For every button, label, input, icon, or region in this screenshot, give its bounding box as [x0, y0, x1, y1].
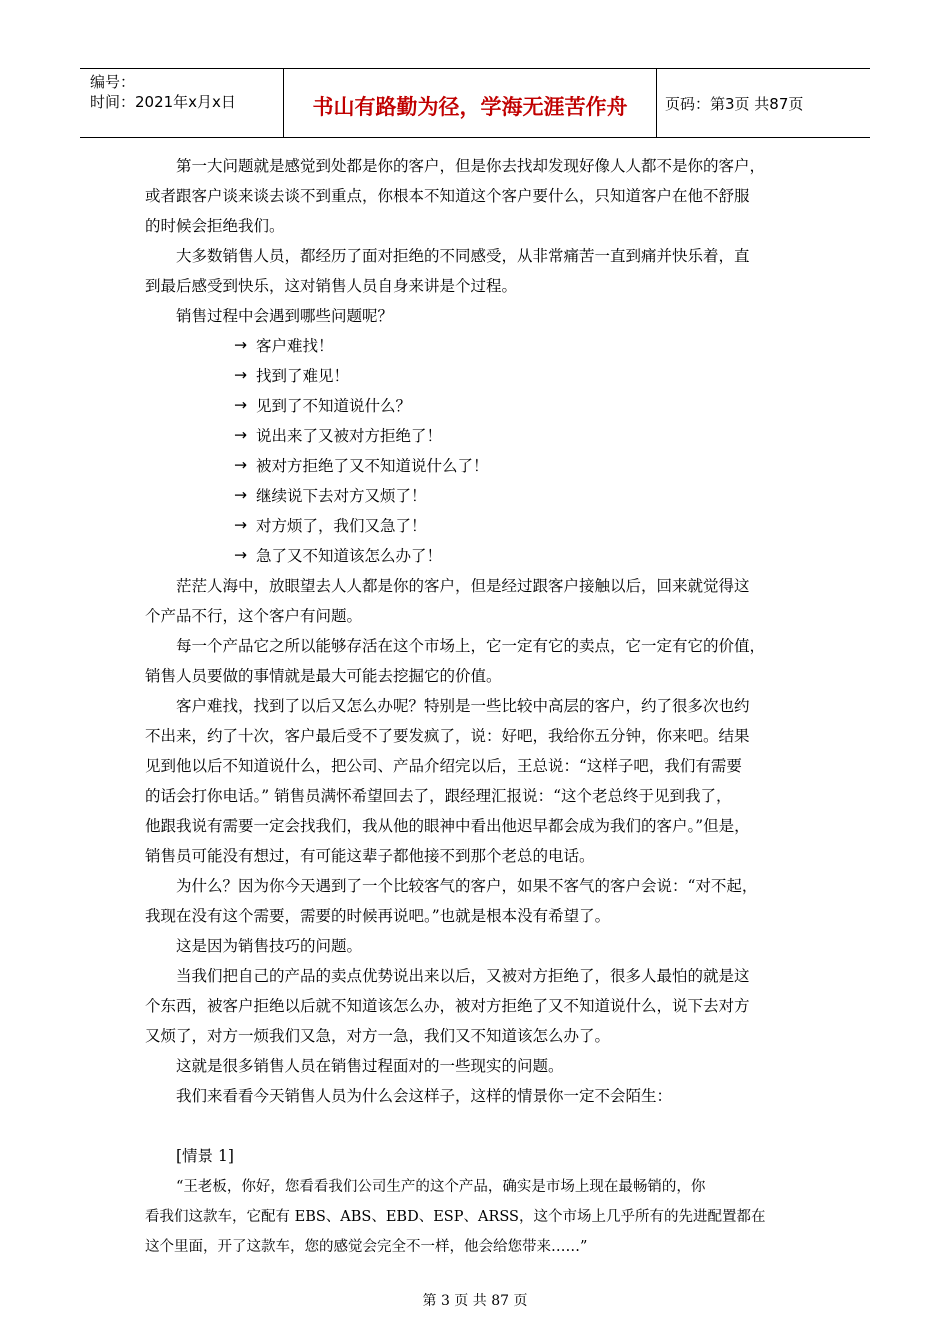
header-page-cell [657, 69, 870, 137]
text-line: 这就是很多销售人员在销售过程面对的一些现实的问题。 [176, 1057, 564, 1075]
list-item: 继续说下去对方又烦了！ [256, 487, 427, 505]
text-line: 不出来，约了十次，客户最后受不了要发疯了，说：好吧，我给你五分钟，你来吧。结果 [145, 727, 750, 745]
text-line: 客户难找，找到了以后又怎么办呢？特别是一些比较中高层的客户，约了很多次也约 [176, 697, 750, 715]
arrow-right-icon: → [234, 426, 247, 444]
text-line: 每一个产品它之所以能够存活在这个市场上，它一定有它的卖点，它一定有它的价值， [176, 637, 766, 655]
arrow-right-icon: → [234, 456, 247, 474]
arrow-right-icon: → [234, 396, 247, 414]
arrow-right-icon: → [234, 336, 247, 354]
scene-line: “王老板，你好，您看看我们公司生产的这个产品，确实是市场上现在最畅销的，你 [176, 1179, 706, 1195]
text-line: 当我们把自己的产品的卖点优势说出来以后，又被对方拒绝了，很多人最怕的就是这 [176, 967, 750, 985]
text-line: 的话会打你电话。” 销售员满怀希望回去了，跟经理汇报说：“这个老总终于见到我了， [145, 787, 732, 805]
text-line: 销售人员要做的事情就是最大可能去挖掘它的价值。 [145, 667, 502, 685]
scene-line: 这个里面，开了这款车，您的感觉会完全不一样，他会给您带来……” [145, 1239, 588, 1255]
text-line: 这是因为销售技巧的问题。 [176, 937, 363, 955]
text-line: 见到他以后不知道说什么，把公司、产品介绍完以后，王总说：“这样子吧，我们有需要 [145, 757, 742, 775]
list-item: 找到了难见！ [256, 367, 350, 385]
text-line: 的时候会拒绝我们。 [145, 217, 285, 235]
text-line: 销售员可能没有想过，有可能这辈子都他接不到那个老总的电话。 [145, 847, 595, 865]
list-item: 被对方拒绝了又不知道说什么了！ [256, 457, 489, 475]
text-line: 个东西，被客户拒绝以后就不知道该怎么办，被对方拒绝了又不知道说什么，说下去对方 [145, 997, 750, 1015]
list-item: 客户难找！ [256, 337, 334, 355]
text-line: 或者跟客户谈来谈去谈不到重点，你根本不知道这个客户要什么，只知道客户在他不舒服 [145, 187, 750, 205]
page-footer: 第 3 页 共 87 页 [422, 1293, 528, 1309]
header-motto-cell [284, 69, 657, 137]
text-line: 大多数销售人员，都经历了面对拒绝的不同感受，从非常痛苦一直到痛并快乐着，直 [176, 247, 750, 265]
text-line: 销售过程中会遇到哪些问题呢？ [176, 307, 394, 325]
text-line: 我现在没有这个需要，需要的时候再说吧。”也就是根本没有希望了。 [145, 907, 611, 925]
arrow-right-icon: → [234, 486, 247, 504]
list-item: 急了又不知道该怎么办了！ [256, 547, 443, 565]
header-info-cell [80, 69, 284, 137]
text-line: 为什么？因为你今天遇到了一个比较客气的客户，如果不客气的客户会说：“对不起， [176, 877, 758, 895]
arrow-right-icon: → [234, 366, 247, 384]
list-item: 说出来了又被对方拒绝了！ [256, 427, 443, 445]
header-table [80, 68, 870, 138]
arrow-right-icon: → [234, 516, 247, 534]
page-code: 页码：第3页 共87页 [665, 95, 804, 113]
list-item: 对方烦了，我们又急了！ [256, 517, 427, 535]
text-line: 茫茫人海中，放眼望去人人都是你的客户，但是经过跟客户接触以后，回来就觉得这 [176, 577, 750, 595]
text-line: 到最后感受到快乐，这对销售人员自身来讲是个过程。 [145, 277, 518, 295]
number-label: 编号： [90, 73, 136, 91]
text-line: 又烦了，对方一烦我们又急，对方一急，我们又不知道该怎么办了。 [145, 1027, 611, 1045]
text-line: 个产品不行，这个客户有问题。 [145, 607, 363, 625]
scene-line: 看我们这款车，它配有 EBS、ABS、EBD、ESP、ARSS，这个市场上几乎所有的先进配置都在 [145, 1209, 766, 1225]
text-line: 第一大问题就是感觉到处都是你的客户，但是你去找却发现好像人人都不是你的客户， [176, 157, 766, 175]
arrow-right-icon: → [234, 546, 247, 564]
text-line: 他跟我说有需要一定会找我们，我从他的眼神中看出他迟早都会成为我们的客户。”但是， [145, 817, 750, 835]
text-line: 我们来看看今天销售人员为什么会这样子，这样的情景你一定不会陌生： [176, 1087, 673, 1105]
motto: 书山有路勤为径，学海无涯苦作舟 [312, 95, 628, 119]
scene-label: [情景 1] [176, 1147, 234, 1165]
list-item: 见到了不知道说什么？ [256, 397, 412, 415]
date-label: 时间：2021年x月x日 [90, 93, 236, 111]
